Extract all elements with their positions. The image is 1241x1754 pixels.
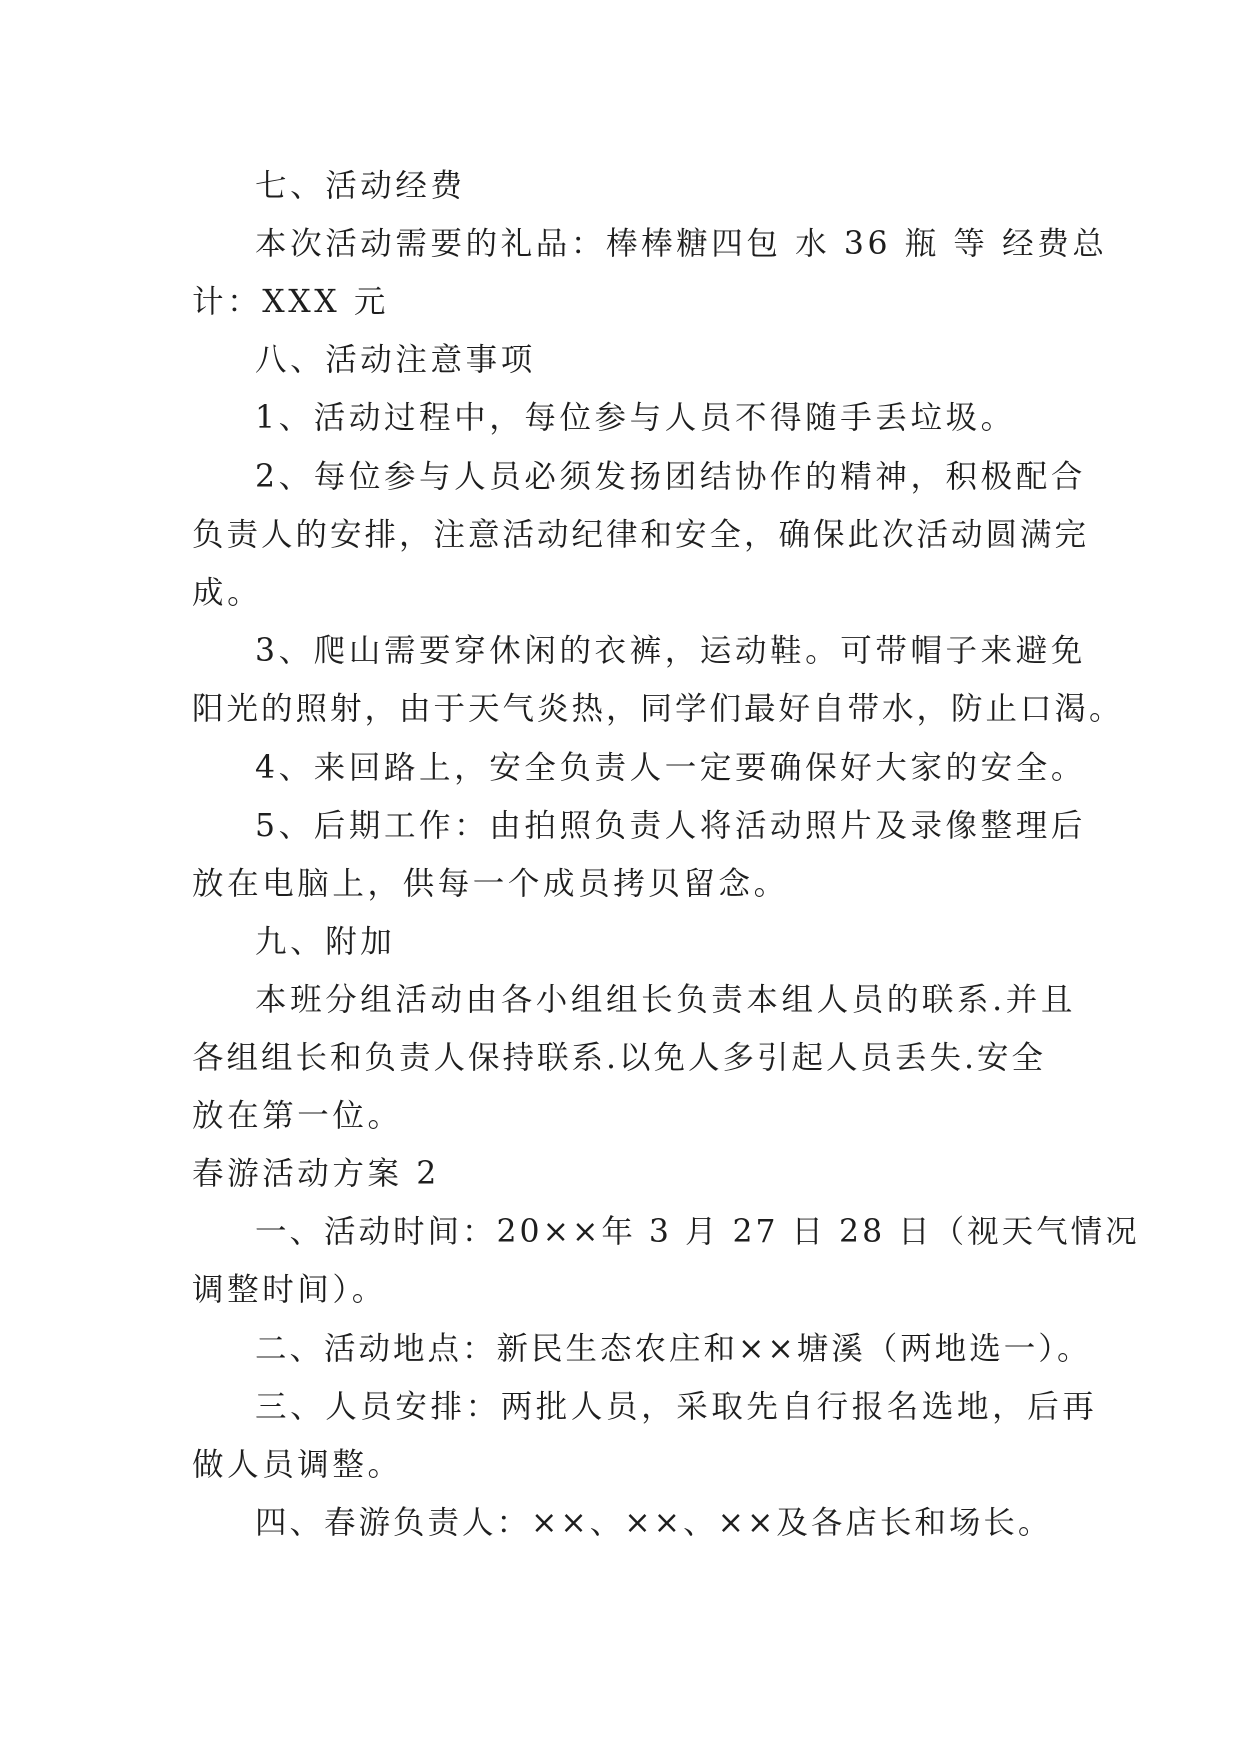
- notice-item-3-line: 3、爬山需要穿休闲的衣裤，运动鞋。可带帽子来避免: [255, 633, 1086, 669]
- notice-item-4: 4、来回路上，安全负责人一定要确保好大家的安全。: [255, 750, 1086, 786]
- notice-item-2-line: 负责人的安排，注意活动纪律和安全，确保此次活动圆满完: [192, 517, 1090, 553]
- plan-2-title: 春游活动方案 2: [192, 1156, 440, 1192]
- staff-arrangement-line: 三、人员安排：两批人员，采取先自行报名选地，后再: [255, 1389, 1098, 1425]
- appendix-paragraph-line: 各组组长和负责人保持联系.以免人多引起人员丢失.安全: [192, 1040, 1047, 1076]
- notice-item-5-line: 放在电脑上，供每一个成员拷贝留念。: [192, 866, 789, 902]
- activity-place-line: 二、活动地点：新民生态农庄和××塘溪（两地选一）。: [255, 1331, 1092, 1367]
- notice-item-3-line: 阳光的照射，由于天气炎热，同学们最好自带水，防止口渴。: [192, 691, 1124, 727]
- trip-leader-line: 四、春游负责人：××、××、××及各店长和场长。: [255, 1505, 1053, 1541]
- notice-item-5-line: 5、后期工作：由拍照负责人将活动照片及录像整理后: [255, 808, 1086, 844]
- staff-arrangement-line: 做人员调整。: [192, 1447, 403, 1483]
- activity-time-line: 调整时间）。: [192, 1272, 387, 1308]
- activity-time-line: 一、活动时间：20××年 3 月 27 日 28 日（视天气情况: [255, 1214, 1140, 1250]
- appendix-paragraph-line: 本班分组活动由各小组组长负责本组人员的联系.并且: [255, 982, 1076, 1018]
- section-8-heading: 八、活动注意事项: [255, 342, 536, 378]
- section-9-heading: 九、附加: [255, 924, 396, 960]
- section-7-heading: 七、活动经费: [255, 168, 466, 204]
- notice-item-1: 1、活动过程中，每位参与人员不得随手丢垃圾。: [255, 400, 1016, 436]
- appendix-paragraph-line: 放在第一位。: [192, 1098, 403, 1134]
- budget-paragraph-line: 本次活动需要的礼品：棒棒糖四包 水 36 瓶 等 经费总: [255, 226, 1108, 262]
- budget-paragraph-line: 计：XXX 元: [192, 284, 389, 320]
- notice-item-2-line: 2、每位参与人员必须发扬团结协作的精神，积极配合: [255, 459, 1086, 495]
- notice-item-2-line: 成。: [192, 575, 263, 611]
